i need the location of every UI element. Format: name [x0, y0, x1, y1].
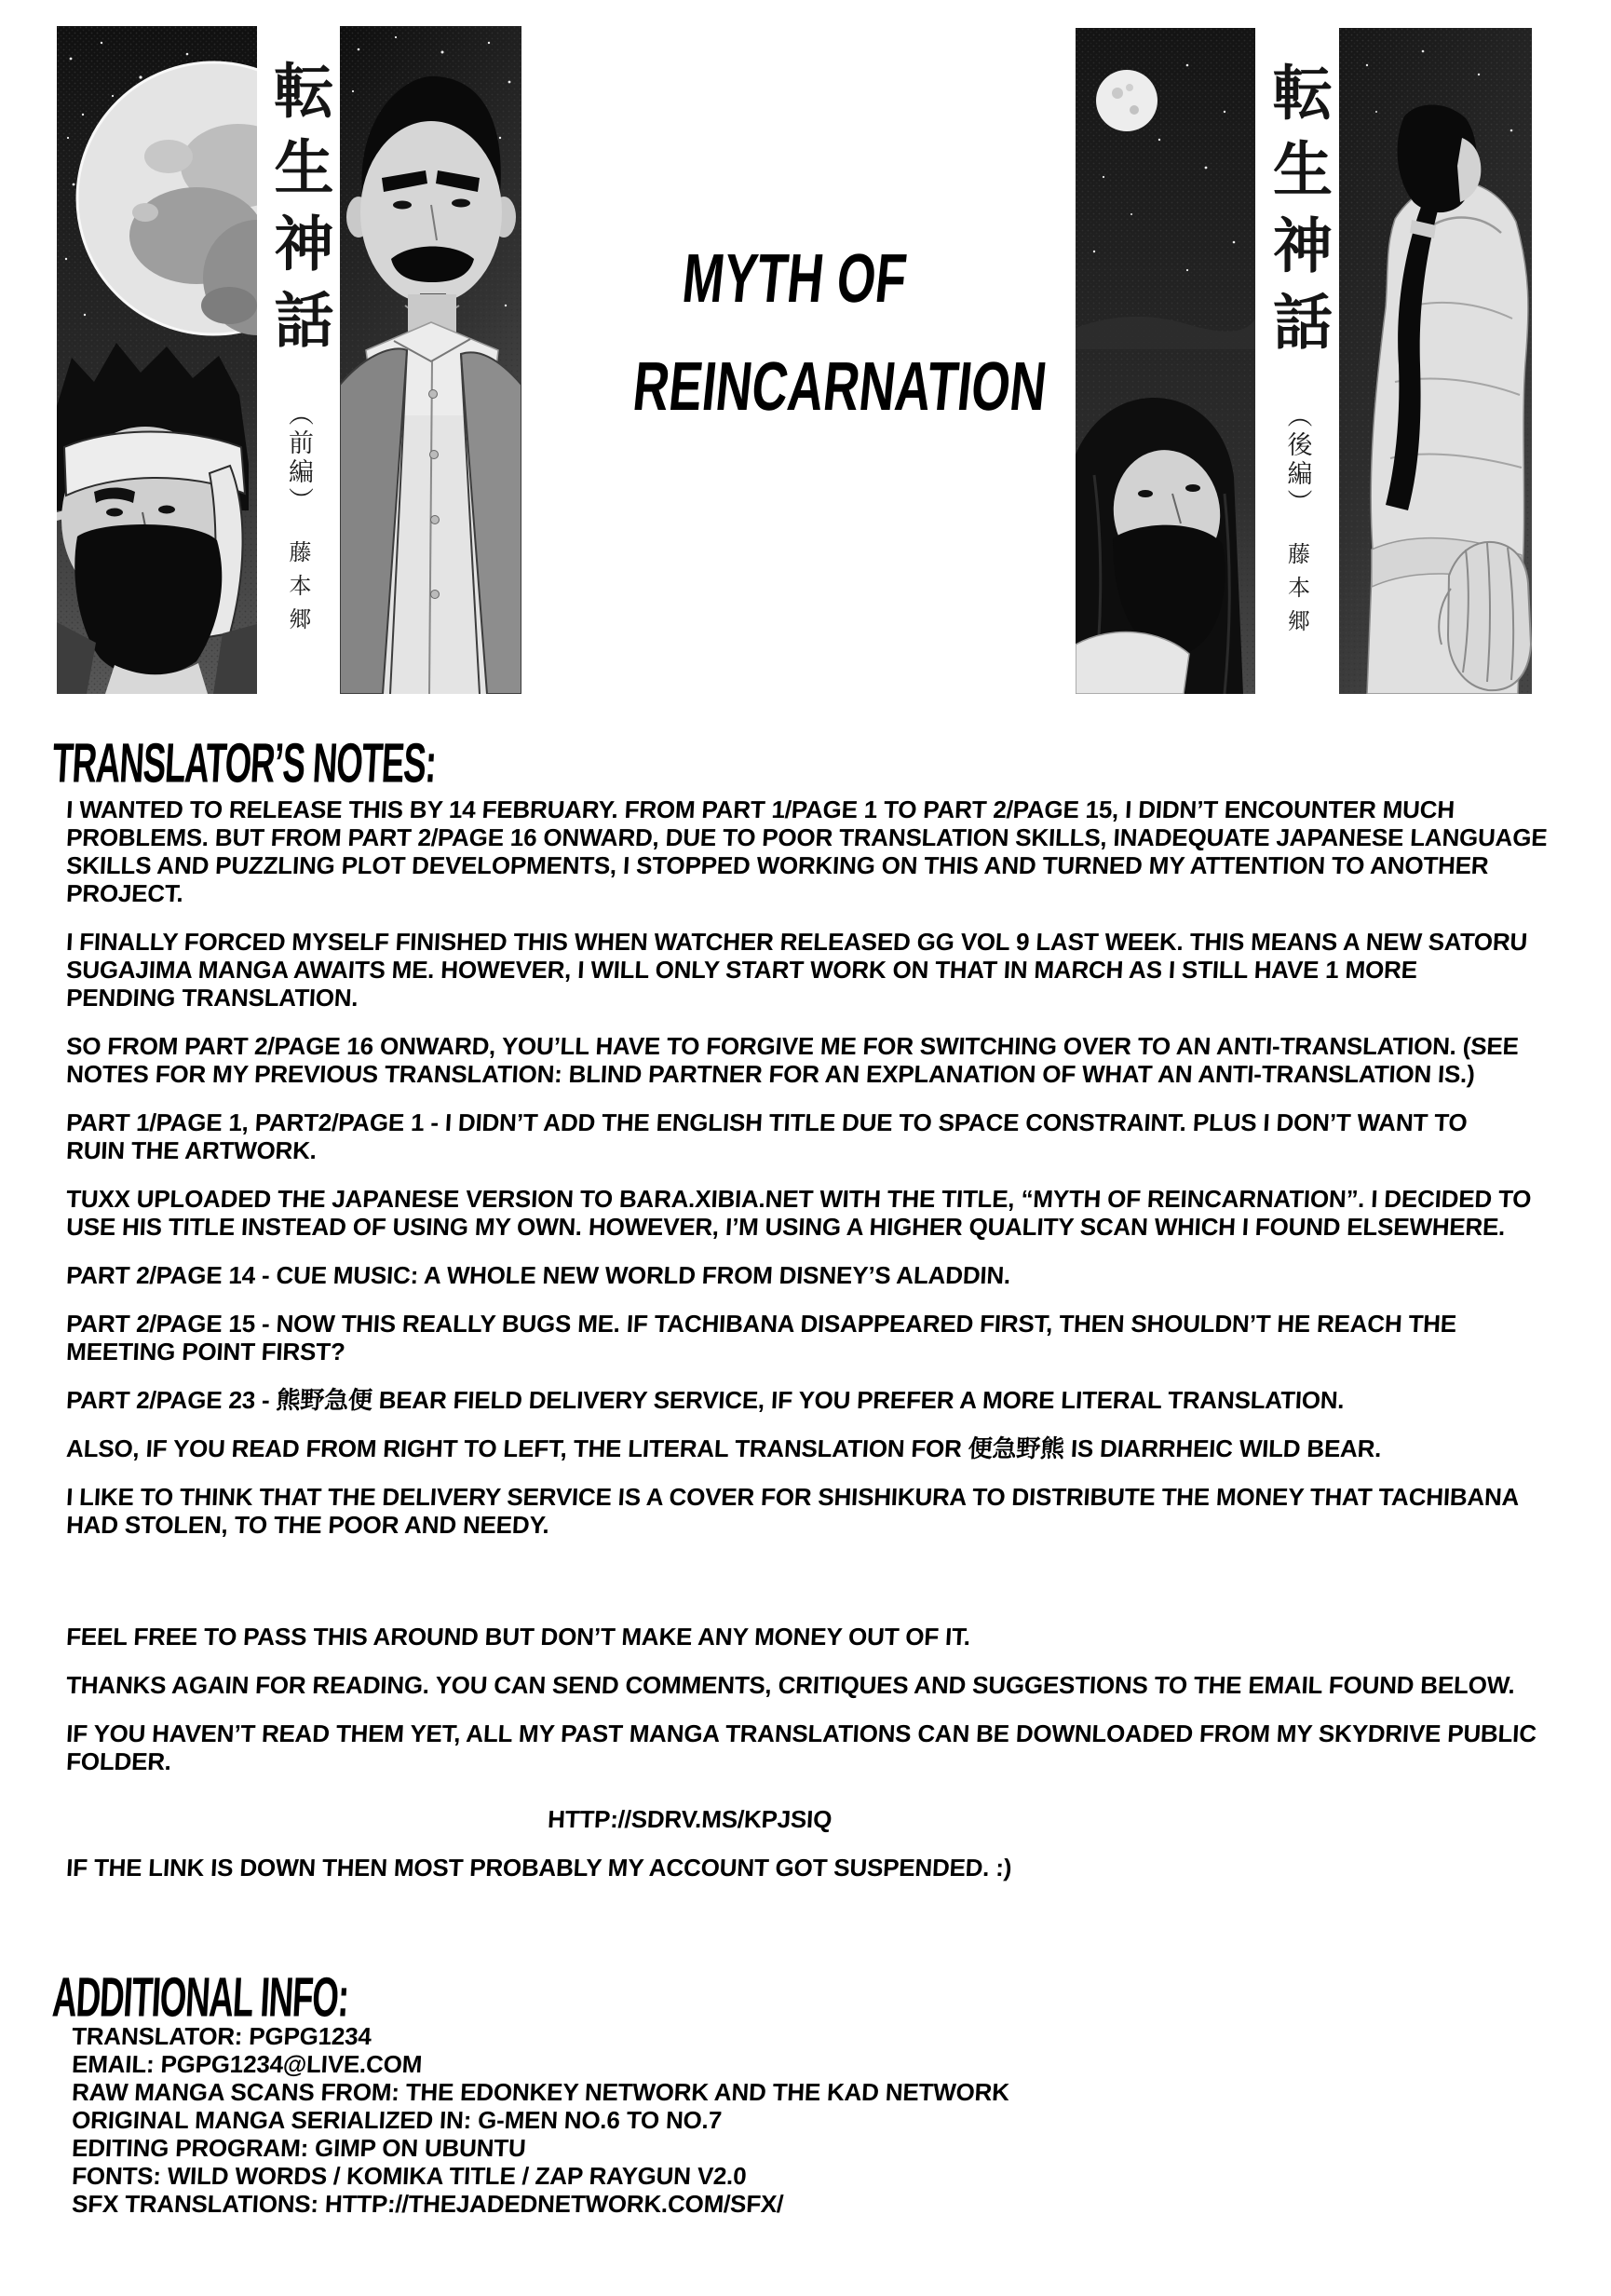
additional-info-item: EDITING PROGRAM: GIMP ON UBUNTU [71, 2134, 527, 2162]
cover2-part-label: （後編） [1282, 402, 1312, 518]
note-line: IF YOU HAVEN’T READ THEM YET, ALL MY PAST MANGA TRANSLATIONS CAN BE DOWNLOADED FROM MY SKYDRIVE PUBLIC [65, 1719, 1537, 1747]
note-paragraph [67, 1261, 1557, 1289]
note-line: SKILLS AND PUZZLING PLOT DEVELOPMENTS, I STOPPED WORKING ON THIS AND TURNED MY ATTENTION TO ANOTHER [65, 851, 1490, 879]
note-line: HTTP://SDRV.MS/KPJSIQ [547, 1805, 833, 1833]
note-line: PROJECT. [65, 879, 184, 907]
additional-info-item: EMAIL: PGPG1234@LIVE.COM [71, 2050, 423, 2078]
additional-info-item: SFX TRANSLATIONS: HTTP://THEJADEDNETWORK.COM/SFX/ [71, 2190, 784, 2218]
skydrive-link [548, 1805, 1557, 1833]
note-line: PROBLEMS. BUT FROM PART 2/PAGE 16 ONWARD, DUE TO POOR TRANSLATION SKILLS, INADEQUATE JAPANESE LANGUAGE [65, 823, 1549, 851]
note-paragraph [67, 928, 1557, 1012]
note-line: USE HIS TITLE INSTEAD OF USING MY OWN. HOWEVER, I’M USING A HIGHER QUALITY SCAN WHICH I FOUND ELSEWHERE. [65, 1213, 1507, 1241]
page-title-line1: MYTH OF [679, 239, 911, 317]
translators-notes-body [67, 795, 1557, 1882]
note-line: PART 2/PAGE 15 - NOW THIS REALLY BUGS ME. IF TACHIBANA DISAPPEARED FIRST, THEN SHOULDN’T HE REACH THE [65, 1310, 1457, 1338]
additional-info-item: RAW MANGA SCANS FROM: THE EDONKEY NETWORK AND THE KAD NETWORK [71, 2078, 1010, 2106]
note-paragraph [67, 1671, 1557, 1699]
cover1-part-label: （前編） [284, 401, 313, 516]
cover-image-part1 [57, 26, 521, 694]
note-paragraph [67, 1719, 1557, 1775]
cover2-author-name: 藤本郷 [1283, 542, 1310, 643]
cover2-moon-panel-art [1076, 28, 1255, 694]
cover1-kanji-title: 転生神話 [264, 60, 334, 365]
cover2-title-strip [1255, 28, 1339, 694]
note-line: SO FROM PART 2/PAGE 16 ONWARD, YOU’LL HAVE TO FORGIVE ME FOR SWITCHING OVER TO AN ANTI-TRANSLATION. (SEE [65, 1032, 1520, 1060]
notes-text-column [50, 730, 1557, 2218]
note-paragraph [67, 1386, 1557, 1414]
additional-info-item: TRANSLATOR: PGPG1234 [71, 2022, 372, 2050]
note-line: NOTES FOR MY PREVIOUS TRANSLATION: BLIND PARTNER FOR AN EXPLANATION OF WHAT AN ANTI-TRANSLATION IS.) [65, 1060, 1476, 1088]
note-line: PART 2/PAGE 14 - CUE MUSIC: A WHOLE NEW WORLD FROM DISNEY’S ALADDIN. [65, 1261, 1011, 1289]
additional-info-heading: ADDITIONAL INFO: [50, 1964, 350, 2029]
note-paragraph [67, 1434, 1557, 1462]
cover1-moon-panel-art [57, 26, 257, 694]
note-paragraph [67, 1032, 1557, 1088]
cover1-title-strip [257, 26, 340, 694]
note-paragraph [67, 795, 1557, 907]
note-paragraph [67, 1854, 1557, 1882]
cover-image-part2 [1076, 28, 1532, 694]
note-line: PART 1/PAGE 1, PART2/PAGE 1 - I DIDN’T ADD THE ENGLISH TITLE DUE TO SPACE CONSTRAINT. PLUS I DON’T WANT TO [65, 1108, 1469, 1136]
note-paragraph [67, 1483, 1557, 1539]
additional-info-item: ORIGINAL MANGA SERIALIZED IN: G-MEN NO.6 TO NO.7 [71, 2106, 723, 2134]
note-line: TUXX UPLOADED THE JAPANESE VERSION TO BARA.XIBIA.NET WITH THE TITLE, “MYTH OF REINCARNATION”. I DECIDED TO [65, 1185, 1533, 1213]
note-line: I WANTED TO RELEASE THIS BY 14 FEBRUARY. FROM PART 1/PAGE 1 TO PART 2/PAGE 15, I DIDN’T ENCOUNTER MUCH [65, 795, 1455, 823]
note-line: PART 2/PAGE 23 - 熊野急便 BEAR FIELD DELIVERY SERVICE, IF YOU PREFER A MORE LITERAL TRANSLATION. [65, 1386, 1346, 1414]
note-line: PENDING TRANSLATION. [65, 984, 359, 1012]
note-line: MEETING POINT FIRST? [65, 1338, 346, 1365]
note-line: FOLDER. [65, 1747, 172, 1775]
note-line: I LIKE TO THINK THAT THE DELIVERY SERVICE IS A COVER FOR SHISHIKURA TO DISTRIBUTE THE MONEY THAT TACHIBANA [65, 1483, 1521, 1511]
additional-info-item: FONTS: WILD WORDS / KOMIKA TITLE / ZAP RAYGUN V2.0 [71, 2162, 748, 2190]
note-line: I FINALLY FORCED MYSELF FINISHED THIS WHEN WATCHER RELEASED GG VOL 9 LAST WEEK. THIS MEANS A NEW SATORU [65, 928, 1528, 956]
note-paragraph [67, 1623, 1557, 1651]
note-line: THANKS AGAIN FOR READING. YOU CAN SEND COMMENTS, CRITIQUES AND SUGGESTIONS TO THE EMAIL FOUND BELOW. [65, 1671, 1516, 1699]
note-line: SUGAJIMA MANGA AWAITS ME. HOWEVER, I WILL ONLY START WORK ON THAT IN MARCH AS I STILL HAVE 1 MORE [65, 956, 1418, 984]
note-line: HAD STOLEN, TO THE POOR AND NEEDY. [65, 1511, 550, 1539]
note-line: ALSO, IF YOU READ FROM RIGHT TO LEFT, THE LITERAL TRANSLATION FOR 便急野熊 IS DIARRHEIC WILD BEAR. [65, 1434, 1383, 1462]
additional-info-list [67, 2022, 1557, 2218]
note-paragraph [67, 1310, 1557, 1365]
note-paragraph [67, 1185, 1557, 1241]
note-line: IF THE LINK IS DOWN THEN MOST PROBABLY MY ACCOUNT GOT SUSPENDED. :) [65, 1854, 1013, 1882]
note-line: RUIN THE ARTWORK. [65, 1136, 318, 1164]
cover2-kanji-title: 転生神話 [1263, 61, 1333, 367]
cover1-author-name: 藤本郷 [285, 540, 311, 641]
cover1-man-portrait-art [340, 26, 521, 694]
cover2-ponytail-figure-art [1339, 28, 1532, 694]
translators-notes-heading: TRANSLATOR’S NOTES: [50, 730, 438, 795]
note-line: FEEL FREE TO PASS THIS AROUND BUT DON’T MAKE ANY MONEY OUT OF IT. [65, 1623, 971, 1651]
page-title-line2: REINCARNATION [630, 347, 1050, 425]
note-paragraph [67, 1108, 1557, 1164]
